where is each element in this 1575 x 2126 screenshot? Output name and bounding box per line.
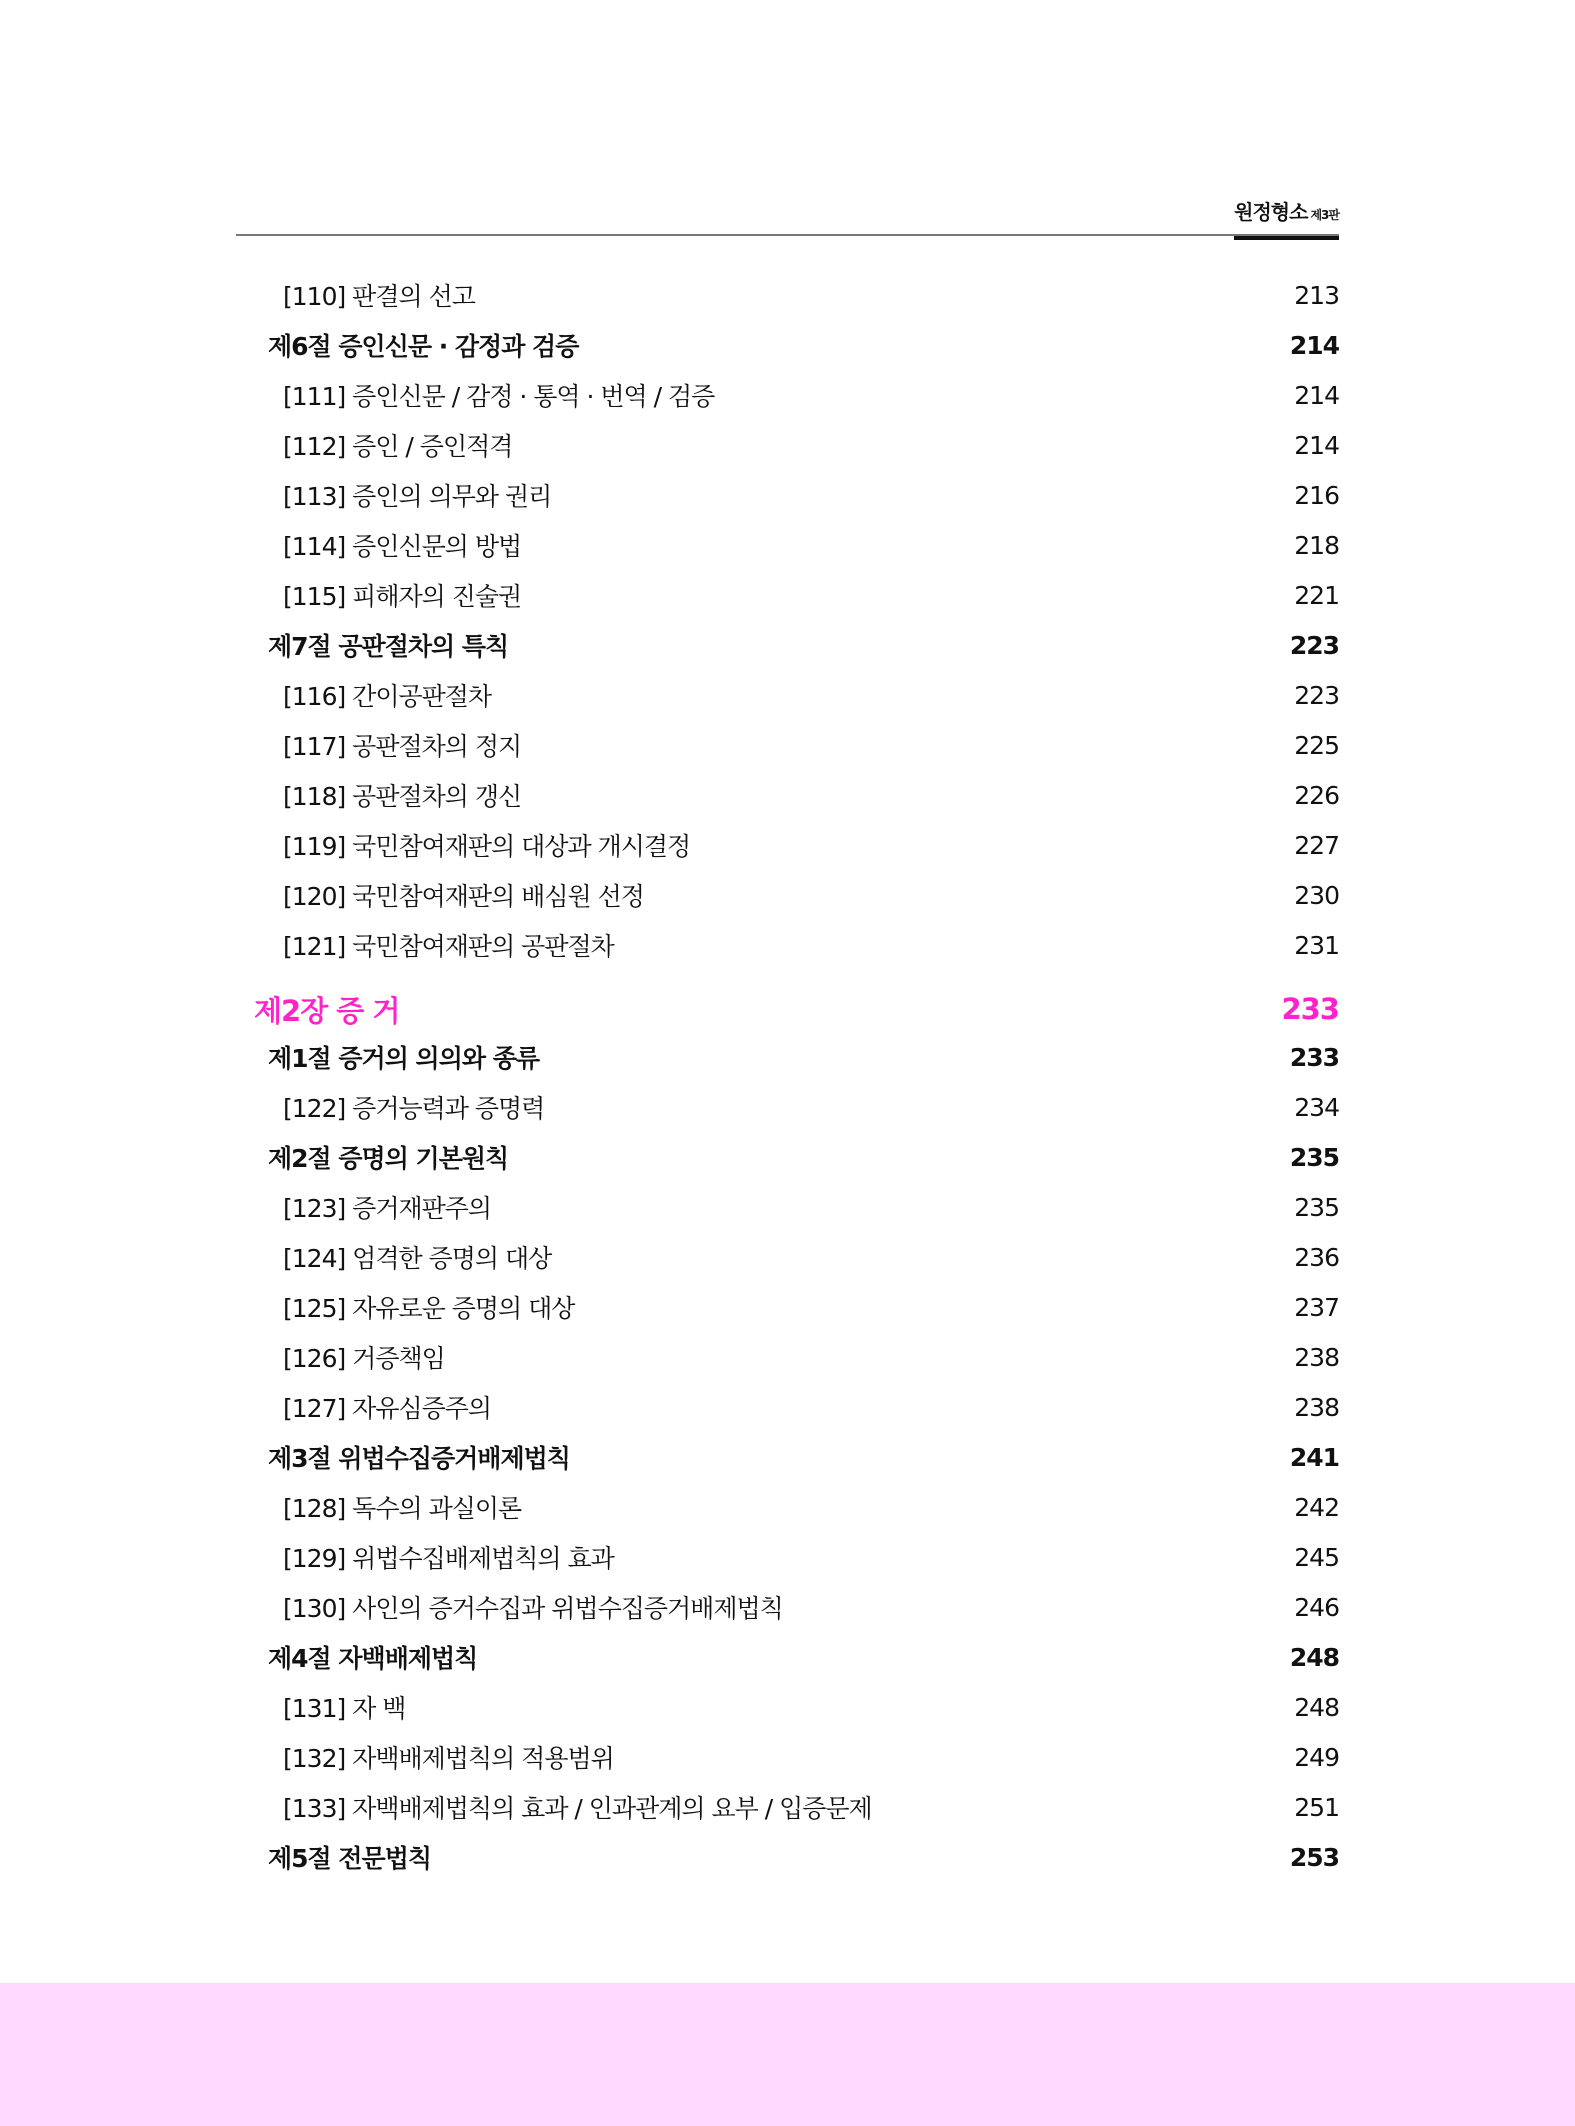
toc-entry-title: [113] 증인의 의무와 권리 bbox=[283, 482, 552, 511]
toc-page-number: 216 bbox=[1294, 480, 1339, 510]
toc-item bbox=[236, 1584, 1339, 1630]
toc-entry-title: 제7절 공판절차의 특칙 bbox=[268, 632, 509, 661]
toc-entry-title: [119] 국민참여재판의 대상과 개시결정 bbox=[283, 832, 691, 861]
toc-entry-title: [120] 국민참여재판의 배심원 선정 bbox=[283, 882, 644, 911]
toc-section bbox=[236, 622, 1339, 668]
toc-page-number: 251 bbox=[1294, 1792, 1339, 1822]
toc-item bbox=[236, 522, 1339, 568]
toc-item bbox=[236, 1484, 1339, 1530]
toc-page-number: 238 bbox=[1294, 1392, 1339, 1422]
toc-item bbox=[236, 372, 1339, 418]
toc-page-number: 238 bbox=[1294, 1342, 1339, 1372]
toc-page-number: 214 bbox=[1294, 430, 1339, 460]
toc-page-number: 249 bbox=[1294, 1742, 1339, 1772]
toc-page-number: 235 bbox=[1289, 1142, 1339, 1172]
toc-page-number: 213 bbox=[1294, 280, 1339, 310]
header-title-text: 원정형소 bbox=[1234, 200, 1308, 224]
toc-entry-title: [133] 자백배제법칙의 효과 / 인과관계의 요부 / 입증문제 bbox=[283, 1794, 872, 1823]
toc-page-number: 227 bbox=[1294, 830, 1339, 860]
toc-entry-title: [128] 독수의 과실이론 bbox=[283, 1494, 522, 1523]
toc-item bbox=[236, 1384, 1339, 1430]
toc-page-number: 245 bbox=[1294, 1542, 1339, 1572]
toc-item bbox=[236, 572, 1339, 618]
toc-page-number: 233 bbox=[1281, 992, 1339, 1026]
toc-page-number: 231 bbox=[1294, 930, 1339, 960]
toc-page-number: 248 bbox=[1294, 1692, 1339, 1722]
toc-entry-title: 제5절 전문법칙 bbox=[268, 1844, 431, 1873]
toc-entry-title: 제3절 위법수집증거배제법칙 bbox=[268, 1444, 570, 1473]
toc-item bbox=[236, 422, 1339, 468]
toc-item bbox=[236, 1234, 1339, 1280]
toc-section bbox=[236, 1034, 1339, 1080]
toc-page-number: 230 bbox=[1294, 880, 1339, 910]
toc-item bbox=[236, 272, 1339, 318]
toc-entry-title: [116] 간이공판절차 bbox=[283, 682, 492, 711]
toc-page-number: 241 bbox=[1289, 1442, 1339, 1472]
toc-section bbox=[236, 1634, 1339, 1680]
toc-page-number: 214 bbox=[1294, 380, 1339, 410]
toc-section bbox=[236, 1834, 1339, 1880]
toc-section bbox=[236, 322, 1339, 368]
footer-band bbox=[0, 1983, 1575, 2126]
toc-entry-title: [122] 증거능력과 증명력 bbox=[283, 1094, 545, 1123]
toc-entry-title: [115] 피해자의 진술권 bbox=[283, 582, 522, 611]
toc-page-number: 221 bbox=[1294, 580, 1339, 610]
toc-entry-title: 제4절 자백배제법칙 bbox=[268, 1644, 478, 1673]
toc-item bbox=[236, 1284, 1339, 1330]
toc-page-number: 253 bbox=[1289, 1842, 1339, 1872]
toc-page-number: 218 bbox=[1294, 530, 1339, 560]
toc-section bbox=[236, 1134, 1339, 1180]
toc-entry-title: [124] 엄격한 증명의 대상 bbox=[283, 1244, 552, 1273]
toc-item bbox=[236, 1334, 1339, 1380]
toc-entry-title: [131] 자 백 bbox=[283, 1694, 406, 1723]
toc-entry-title: [129] 위법수집배제법칙의 효과 bbox=[283, 1544, 614, 1573]
toc-page-number: 237 bbox=[1294, 1292, 1339, 1322]
toc-item bbox=[236, 1784, 1339, 1830]
toc-entry-title: [111] 증인신문 / 감정 · 통역 · 번역 / 검증 bbox=[283, 382, 715, 411]
toc-item bbox=[236, 722, 1339, 768]
toc-page-number: 248 bbox=[1289, 1642, 1339, 1672]
toc-page-number: 226 bbox=[1294, 780, 1339, 810]
toc-entry-title: [130] 사인의 증거수집과 위법수집증거배제법칙 bbox=[283, 1594, 783, 1623]
toc-entry-title: [112] 증인 / 증인적격 bbox=[283, 432, 513, 461]
toc-item bbox=[236, 672, 1339, 718]
toc-entry-title: [110] 판결의 선고 bbox=[283, 282, 475, 311]
toc-page-number: 233 bbox=[1289, 1042, 1339, 1072]
toc-page-number: 214 bbox=[1289, 330, 1339, 360]
toc-page-number: 223 bbox=[1294, 680, 1339, 710]
toc-item bbox=[236, 472, 1339, 518]
toc-entry-title: [114] 증인신문의 방법 bbox=[283, 532, 522, 561]
toc-entry-title: [118] 공판절차의 갱신 bbox=[283, 782, 522, 811]
toc-entry-title: 제2절 증명의 기본원칙 bbox=[268, 1144, 509, 1173]
toc-page-number: 225 bbox=[1294, 730, 1339, 760]
toc-entry-title: [123] 증거재판주의 bbox=[283, 1194, 492, 1223]
toc-page-number: 223 bbox=[1289, 630, 1339, 660]
toc-item bbox=[236, 1734, 1339, 1780]
toc-page-number: 242 bbox=[1294, 1492, 1339, 1522]
toc-page-number: 246 bbox=[1294, 1592, 1339, 1622]
toc-item bbox=[236, 822, 1339, 868]
table-of-contents bbox=[236, 0, 1339, 1940]
toc-item bbox=[236, 1084, 1339, 1130]
toc-item bbox=[236, 1684, 1339, 1730]
toc-entry-title: [127] 자유심증주의 bbox=[283, 1394, 492, 1423]
toc-entry-title: 제6절 증인신문 · 감정과 검증 bbox=[268, 332, 579, 361]
toc-item bbox=[236, 1184, 1339, 1230]
toc-item bbox=[236, 772, 1339, 818]
toc-section bbox=[236, 1434, 1339, 1480]
toc-item bbox=[236, 922, 1339, 968]
toc-entry-title: 제1절 증거의 의의와 종류 bbox=[268, 1044, 540, 1073]
toc-item bbox=[236, 1534, 1339, 1580]
toc-chapter bbox=[236, 986, 1339, 1032]
toc-entry-title: [125] 자유로운 증명의 대상 bbox=[283, 1294, 575, 1323]
toc-page-number: 234 bbox=[1294, 1092, 1339, 1122]
toc-entry-title: [126] 거증책임 bbox=[283, 1344, 445, 1373]
toc-entry-title: [117] 공판절차의 정지 bbox=[283, 732, 522, 761]
toc-entry-title: [121] 국민참여재판의 공판절차 bbox=[283, 932, 614, 961]
toc-page-number: 235 bbox=[1294, 1192, 1339, 1222]
toc-item bbox=[236, 872, 1339, 918]
header-edition-text: 제3판 bbox=[1310, 208, 1339, 222]
toc-entry-title: 제2장 증 거 bbox=[254, 993, 400, 1028]
toc-entry-title: [132] 자백배제법칙의 적용범위 bbox=[283, 1744, 614, 1773]
toc-page-number: 236 bbox=[1294, 1242, 1339, 1272]
